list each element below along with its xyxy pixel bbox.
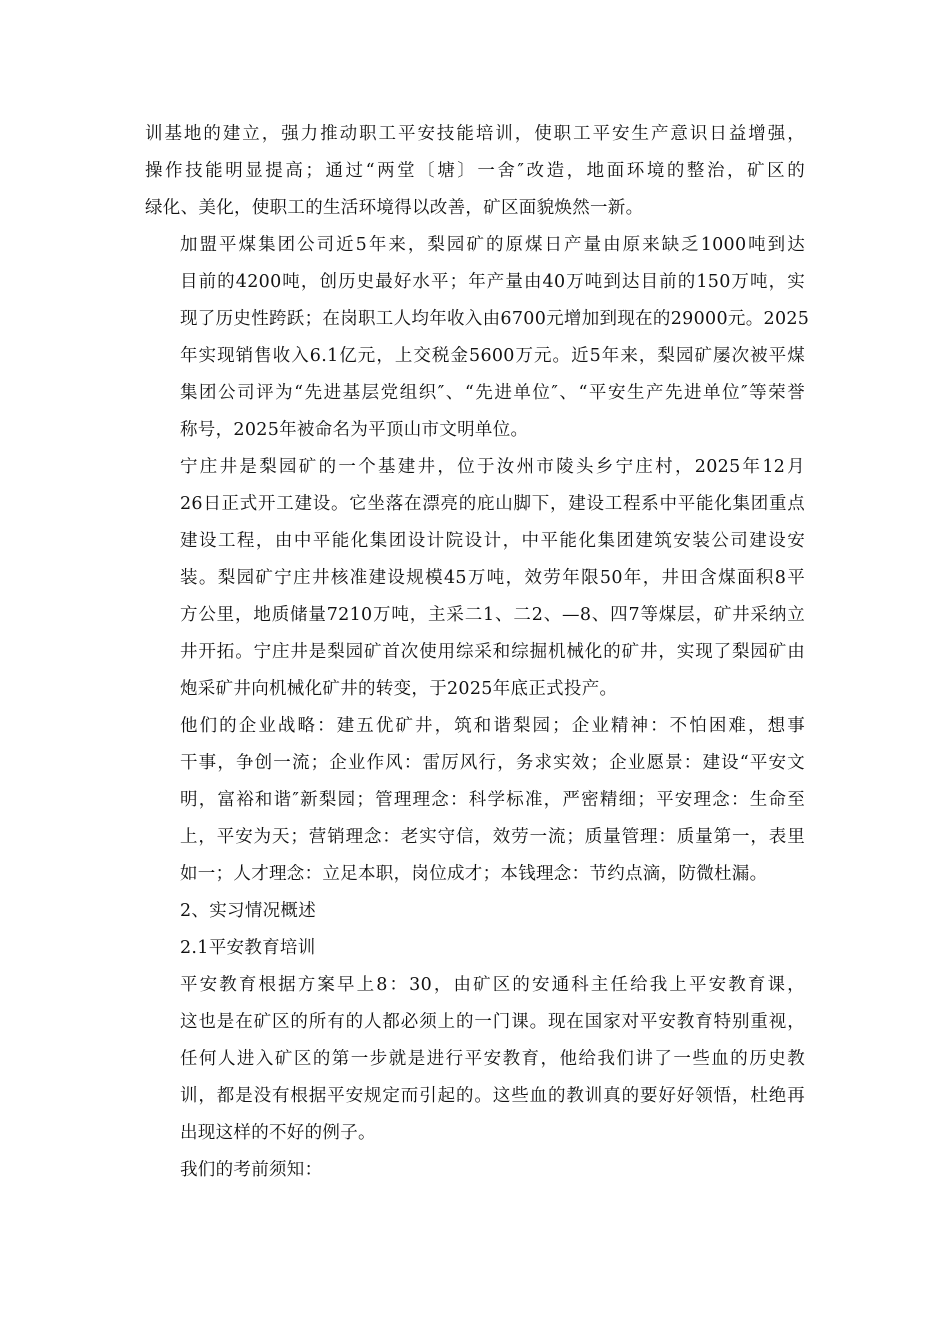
paragraph — [145, 227, 810, 449]
text-line: 训，都是没有根据平安规定而引起的。这些血的教训真的要好好领悟，杜绝再 — [180, 1086, 805, 1106]
text-line: 如一；人才理念：立足本职，岗位成才；本钱理念：节约点滴，防微杜漏。 — [180, 864, 768, 884]
text-line: 训基地的建立，强力推动职工平安技能培训，使职工平安生产意识日益增强， — [145, 124, 805, 144]
text-line: 任何人进入矿区的第一步就是进行平安教育，他给我们讲了一些血的历史教 — [180, 1049, 805, 1069]
text-line: 这也是在矿区的所有的人都必须上的一门课。现在国家对平安教育特别重视， — [180, 1012, 805, 1032]
text-line: 明，富裕和谐″新梨园；管理理念：科学标准，严密精细；平安理念：生命至 — [180, 790, 805, 810]
text-line: 上，平安为天；营销理念：老实守信，效劳一流；质量管理：质量第一，表里 — [180, 827, 805, 847]
paragraph — [145, 449, 805, 708]
text-line: 装。梨园矿宁庄井核准建设规模45万吨，效劳年限50年，井田含煤面积8平 — [180, 568, 805, 588]
text-line: 26日正式开工建设。它坐落在漂亮的庇山脚下，建设工程系中平能化集团重点 — [180, 494, 805, 514]
text-line: 操作技能明显提高；通过“两堂〔塘〕一舍″改造，地面环境的整治，矿区的 — [145, 161, 805, 181]
text-line: 年实现销售收入6.1亿元，上交税金5600万元。近5年来，梨园矿屡次被平煤 — [180, 346, 805, 366]
text-line: 集团公司评为“先进基层党组织″、“先进单位″、“平安生产先进单位″等荣誉 — [180, 383, 805, 403]
text-line: 建设工程，由中平能化集团设计院设计，中平能化集团建筑安装公司建设安 — [180, 531, 805, 551]
paragraph — [145, 967, 805, 1152]
text-line: 我们的考前须知： — [180, 1160, 323, 1180]
document-body-before — [145, 116, 810, 893]
text-line: 绿化、美化，使职工的生活环境得以改善，矿区面貌焕然一新。 — [145, 198, 644, 218]
text-line: 加盟平煤集团公司近5年来，梨园矿的原煤日产量由原来缺乏1000吨到达 — [180, 235, 805, 255]
text-line: 出现这样的不好的例子。 — [180, 1123, 376, 1143]
section-heading: 2、实习情况概述 — [180, 901, 317, 921]
text-line: 平安教育根据方案早上8：30，由矿区的安通科主任给我上平安教育课， — [180, 975, 805, 995]
text-line: 井开拓。宁庄井是梨园矿首次使用综采和综掘机械化的矿井，实现了梨园矿由 — [180, 642, 805, 662]
subsection-heading: 2.1平安教育培训 — [180, 938, 316, 958]
document-page — [145, 116, 810, 1189]
document-body-after — [145, 967, 805, 1189]
text-line: 他们的企业战略：建五优矿井，筑和谐梨园；企业精神：不怕困难，想事 — [180, 716, 805, 736]
text-line: 现了历史性跨跃；在岗职工人均年收入由6700元增加到现在的29000元。2025 — [180, 309, 810, 329]
paragraph — [145, 708, 805, 893]
paragraph — [145, 116, 805, 227]
text-line: 宁庄井是梨园矿的一个基建井，位于汝州市陵头乡宁庄村，2025年12月 — [180, 457, 805, 477]
paragraph — [145, 1152, 805, 1189]
text-line: 目前的4200吨，创历史最好水平；年产量由40万吨到达目前的150万吨，实 — [180, 272, 805, 292]
text-line: 干事，争创一流；企业作风：雷厉风行，务求实效；企业愿景：建设“平安文 — [180, 753, 805, 773]
text-line: 方公里，地质储量7210万吨，主采二1、二2、—8、四7等煤层，矿井采纳立 — [180, 605, 805, 625]
text-line: 称号，2025年被命名为平顶山市文明单位。 — [180, 420, 529, 440]
text-line: 炮采矿井向机械化矿井的转变，于2025年底正式投产。 — [180, 679, 618, 699]
